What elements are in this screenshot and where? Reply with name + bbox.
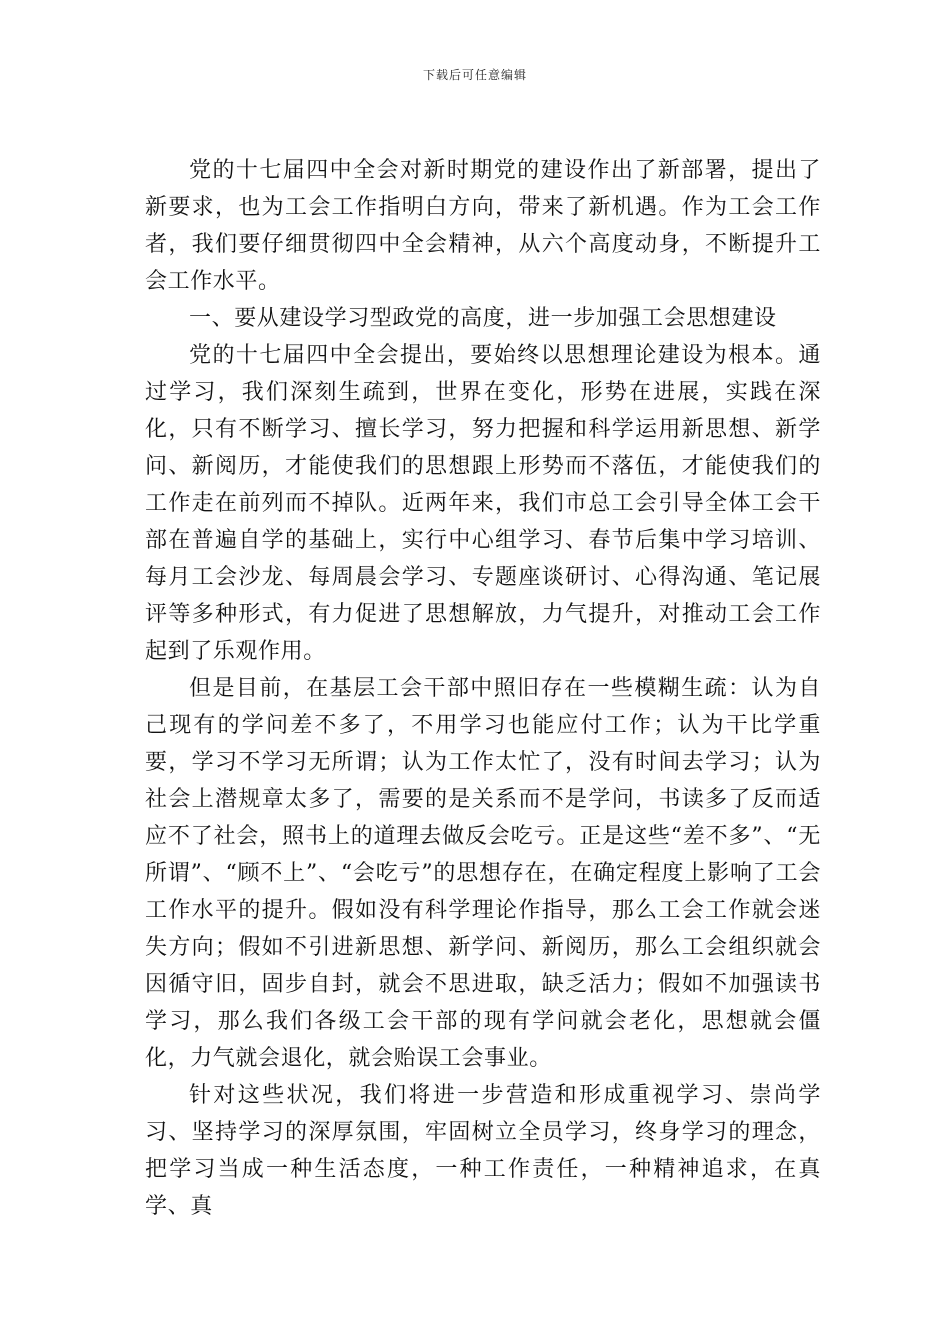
section-heading-1: 一、要从建设学习型政党的高度，进一步加强工会思想建设 xyxy=(189,306,777,331)
document-body xyxy=(145,152,821,1225)
paragraph-intro: 党的十七届四中全会对新时期党的建设作出了新部署，提出了新要求，也为工会工作指明白方向，带来了新机遇。作为工会工作者，我们要仔细贯彻四中全会精神，从六个高度动身，不断提升工会工作水平。 xyxy=(145,158,821,294)
page-header: 下载后可任意编辑 xyxy=(422,68,527,82)
paragraph-problems: 但是目前，在基层工会干部中照旧存在一些模糊生疏：认为自己现有的学问差不多了，不用学习也能应付工作；认为干比学重要，学习不学习无所谓；认为工作太忙了，没有时间去学习；认为社会上潜规章太多了，需要的是关系而不是学问，书读多了反而适应不了社会，照书上的道理去做反会吃亏。正是这些“差不多”、“无所谓”、“顾不上”、“会吃亏”的思想存在，在确定程度上影响了工会工作水平的提升。假如没有科学理论作指导，那么工会工作就会迷失方向；假如不引进新思想、新学问、新阅历，那么工会组织就会因循守旧，固步自封，就会不思进取，缺乏活力；假如不加强读书学习，那么我们各级工会干部的现有学问就会老化，思想就会僵化，力气就会退化，就会贻误工会事业。 xyxy=(145,676,821,1071)
paragraph-measures: 针对这些状况，我们将进一步营造和形成重视学习、崇尚学习、坚持学习的深厚氛围，牢固树立全员学习，终身学习的理念，把学习当成一种生活态度，一种工作责任，一种精神追求，在真学、真 xyxy=(145,1083,821,1219)
paragraph-learning: 党的十七届四中全会提出，要始终以思想理论建设为根本。通过学习，我们深刻生疏到，世界在变化，形势在进展，实践在深化，只有不断学习、擅长学习，努力把握和科学运用新思想、新学问、新阅历，才能使我们的思想跟上形势而不落伍，才能使我们的工作走在前列而不掉队。近两年来，我们市总工会引导全体工会干部在普遍自学的基础上，实行中心组学习、春节后集中学习培训、每月工会沙龙、每周晨会学习、专题座谈研讨、心得沟通、笔记展评等多种形式，有力促进了思想解放，力气提升，对推动工会工作起到了乐观作用。 xyxy=(145,343,821,664)
